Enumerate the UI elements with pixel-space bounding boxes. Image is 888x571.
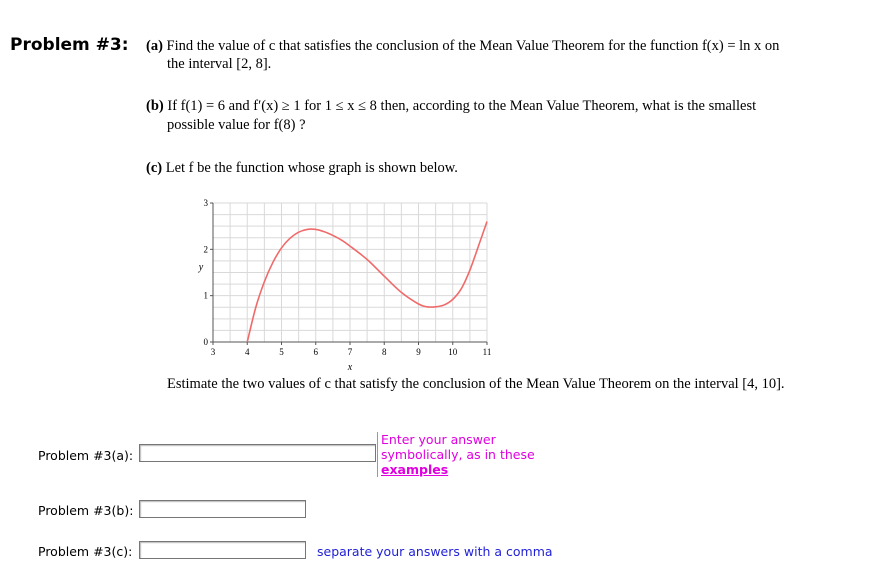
x-tick-label: 6 — [313, 347, 318, 357]
x-tick-label: 7 — [347, 347, 353, 357]
part-c-label: (c) — [146, 160, 163, 176]
x-tick-label: 8 — [382, 347, 387, 357]
answer-b-label: Problem #3(b): — [38, 503, 134, 518]
y-tick-label: 1 — [203, 290, 208, 301]
answer-a-input[interactable] — [139, 444, 376, 462]
y-tick-label: 2 — [203, 244, 208, 255]
part-a-label: (a) — [146, 38, 163, 54]
answer-b-input[interactable] — [139, 500, 306, 518]
x-tick-label: 9 — [416, 347, 421, 357]
part-c-estimate: Estimate the two values of c that satisfy the conclusion of the Mean Value Theorem on the interval [4, 10]. — [167, 376, 785, 392]
part-b-line2: possible value for f(8) ? — [167, 117, 306, 133]
answer-a-label: Problem #3(a): — [38, 448, 134, 463]
part-b-line1 — [146, 98, 756, 115]
hint-text: Enter your answer symbolically, as in these — [381, 432, 535, 462]
part-c-line1 — [146, 160, 458, 177]
x-axis-label: x — [347, 362, 353, 373]
examples-link[interactable]: examples — [381, 462, 449, 477]
y-tick-label: 3 — [203, 198, 208, 208]
answer-c-label: Problem #3(c): — [38, 544, 133, 559]
x-tick-label: 5 — [279, 347, 284, 357]
part-b-text: If f(1) = 6 and f′(x) ≥ 1 for 1 ≤ x ≤ 8 then, according to the Mean Value Theorem, what is the smallest — [167, 98, 757, 114]
answer-c-note: separate your answers with a comma — [317, 544, 553, 559]
function-graph — [193, 197, 498, 377]
y-tick-label: 0 — [203, 337, 208, 347]
x-tick-label: 4 — [245, 347, 250, 357]
part-a-text: Find the value of c that satisfies the conclusion of the Mean Value Theorem for the function f(x) = ln x on — [166, 38, 780, 54]
answer-c-input[interactable] — [139, 541, 306, 559]
y-axis-label: y — [198, 262, 204, 274]
hint-box — [377, 432, 541, 477]
part-a-line2: the interval [2, 8]. — [167, 56, 272, 72]
part-a-line1 — [146, 38, 779, 55]
x-tick-label: 3 — [210, 347, 216, 357]
part-b-label: (b) — [146, 98, 164, 114]
part-c-text: Let f be the function whose graph is shown below. — [165, 160, 458, 176]
x-tick-label: 11 — [482, 347, 492, 357]
problem-heading: Problem #3: — [10, 35, 129, 55]
x-tick-label: 10 — [448, 347, 458, 357]
